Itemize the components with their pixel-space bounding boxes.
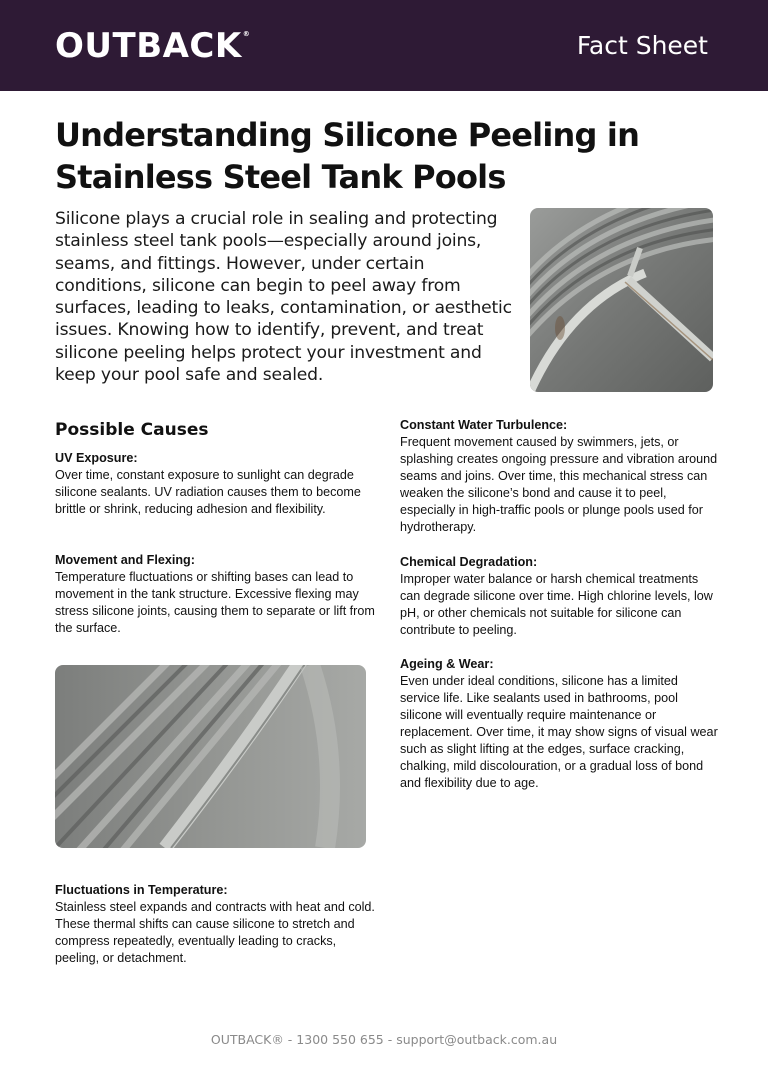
cause-water-turbulence (400, 417, 720, 536)
cause-body: Frequent movement caused by swimmers, jets, or splashing creates ongoing pressure and vibration around seams and joins. Over time, this mechanical stress can weaken the silicone’s bond and cause it to peel, especially in high-traffic pools or plunge pools used for hydrotherapy. (400, 435, 718, 534)
logo-text: OUTBACK (55, 26, 242, 66)
cause-body: Stainless steel expands and contracts with heat and cold. These thermal shifts can cause silicone to stretch and compress repeatedly, eventually leading to cracks, peeling, or detachment. (55, 900, 375, 965)
possible-causes-heading: Possible Causes (55, 420, 209, 440)
peeling-silicone-photo (55, 665, 366, 848)
cause-body: Even under ideal conditions, silicone has a limited service life. Like sealants used in bathrooms, pool silicone will eventually require maintenance or replacement. Over time, it may show signs of visual wear such as slight lifting at the edges, surface cracking, chalking, mild discolouration, or a gradual loss of bond and flexibility due to age. (400, 674, 718, 790)
cause-heading: UV Exposure: (55, 451, 138, 465)
cause-body: Temperature fluctuations or shifting bases can lead to movement in the tank structure. Excessive flexing may stress silicone joints, causing them to separate or lift from the surface. (55, 570, 375, 635)
cause-heading: Constant Water Turbulence: (400, 418, 568, 432)
page-title: Understanding Silicone Peeling in Stainless Steel Tank Pools (55, 116, 640, 196)
cause-heading: Ageing & Wear: (400, 657, 494, 671)
cause-ageing-wear (400, 656, 720, 792)
page-footer-contact: OUTBACK® - 1300 550 655 - support@outback.com.au (210, 1032, 558, 1047)
page-header (0, 0, 768, 91)
cause-chemical-degradation (400, 554, 720, 639)
cause-heading: Chemical Degradation: (400, 555, 538, 569)
cause-temperature-fluctuations (55, 882, 375, 967)
cause-heading: Movement and Flexing: (55, 553, 195, 567)
logo-registered-mark: ® (242, 30, 251, 38)
cause-heading: Fluctuations in Temperature: (55, 883, 228, 897)
tank-corner-silicone-photo (530, 208, 713, 392)
cause-uv-exposure (55, 450, 375, 518)
cause-movement-flexing (55, 552, 375, 637)
document-type-label: Fact Sheet (576, 31, 708, 60)
intro-paragraph: Silicone plays a crucial role in sealing and protecting stainless steel tank pools—especially around joins, seams, and fittings. However, under certain conditions, silicone can begin to peel away from surfaces, leading to leaks, contamination, or aesthetic issues. Knowing how to identify, prevent, and treat silicone peeling helps protect your investment and keep your pool safe and sealed. (55, 209, 512, 386)
outback-logo (55, 26, 250, 66)
cause-body: Over time, constant exposure to sunlight can degrade silicone sealants. UV radiation causes them to become brittle or shrink, reducing adhesion and flexibility. (55, 468, 361, 516)
cause-body: Improper water balance or harsh chemical treatments can degrade silicone over time. High chlorine levels, low pH, or other chemicals not suitable for silicone can contribute to peeling. (400, 572, 713, 637)
